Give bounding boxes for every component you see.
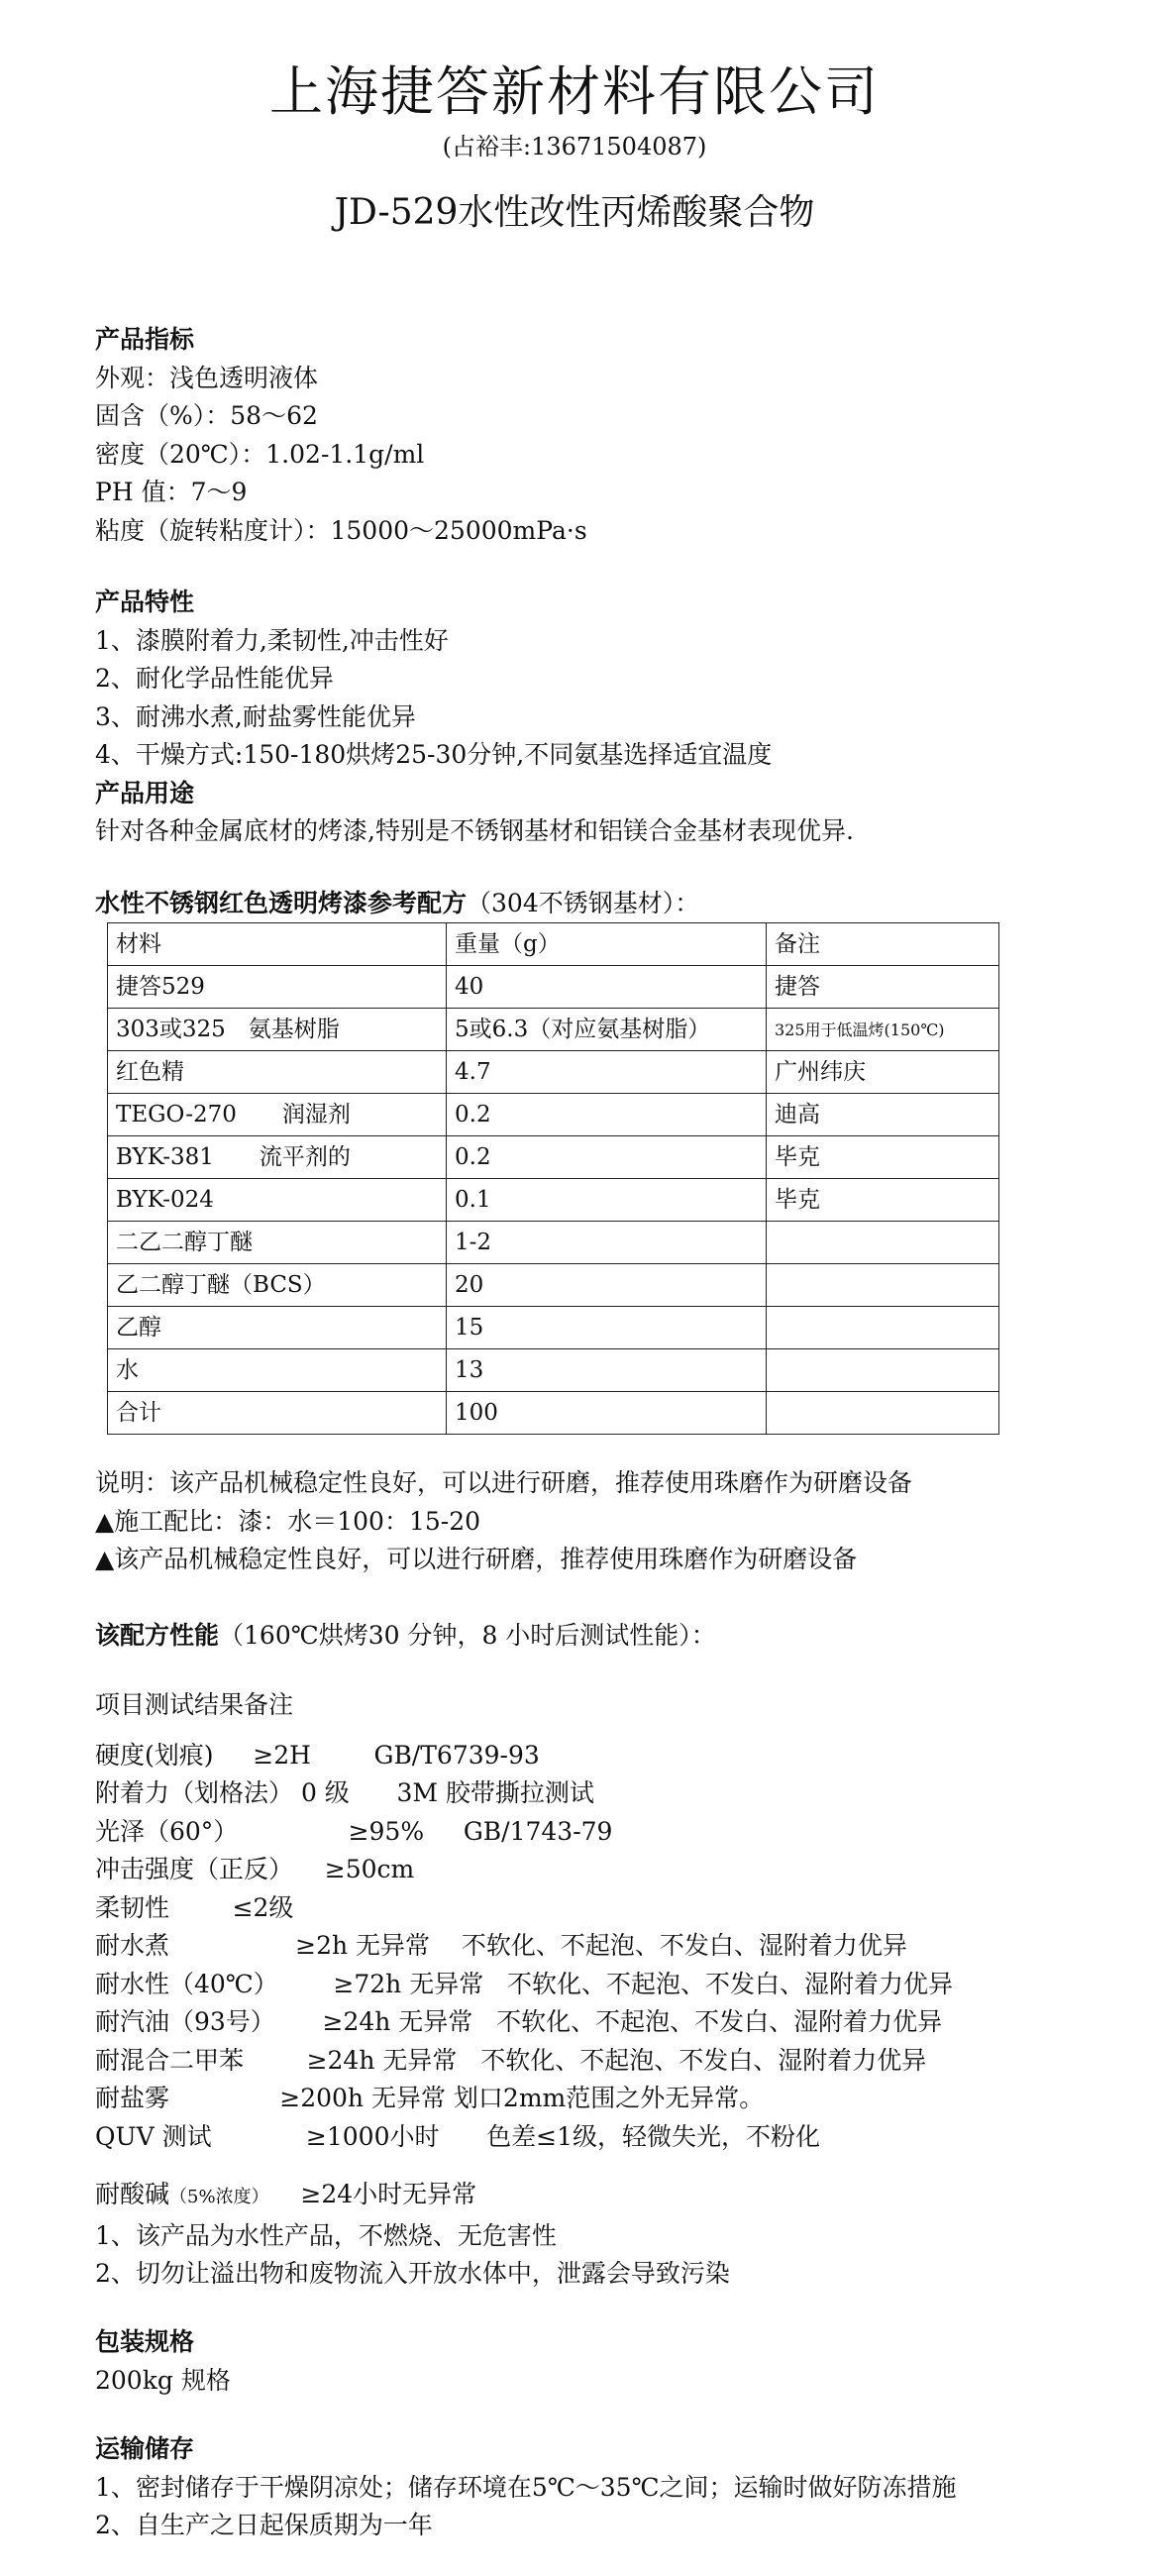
table-header-cell: 重量（g） (447, 923, 767, 966)
specs-section (95, 321, 1086, 550)
company-name: 上海捷答新材料有限公司 (269, 60, 880, 123)
product-title: JD-529水性改性丙烯酸聚合物 (334, 192, 815, 233)
spec-line: 密度（20℃）：1.02-1.1g/ml (95, 439, 425, 469)
table-row (108, 1136, 999, 1179)
table-row (108, 1307, 999, 1349)
performance-line: 硬度(划痕) ≥2H GB/T6739-93 (95, 1740, 540, 1770)
formula-note: ▲施工配比：漆：水＝100：15-20 (95, 1506, 481, 1536)
table-cell (767, 1222, 999, 1264)
table-cell: 1-2 (447, 1222, 767, 1264)
spec-line: 粘度（旋转粘度计）：15000～25000mPa·s (95, 515, 587, 545)
spec-line: 固含（%）：58～62 (95, 401, 318, 430)
acid-value: ≥24小时无异常 (300, 2180, 477, 2208)
features-section (95, 584, 1086, 851)
acid-note: （5%浓度） (169, 2187, 269, 2207)
feature-line: 1、漆膜附着力,柔韧性,冲击性好 (95, 625, 449, 655)
performance-line: 柔韧性 ≤2级 (95, 1892, 294, 1922)
table-cell: BYK-381 流平剂的 (108, 1136, 447, 1179)
performance-line: QUV 测试 ≥1000小时 色差≤1级，轻微失光，不粉化 (95, 2121, 821, 2151)
table-cell: 0.2 (447, 1094, 767, 1136)
table-cell (767, 1307, 999, 1349)
table-cell: 0.2 (447, 1136, 767, 1179)
formula-table (107, 922, 999, 1435)
table-cell: 水 (108, 1349, 447, 1392)
feature-line: 2、耐化学品性能优异 (95, 664, 334, 693)
table-cell: 毕克 (767, 1136, 999, 1179)
table-cell: 迪高 (767, 1094, 999, 1136)
formula-note: 说明：该产品机械稳定性良好，可以进行研磨，推荐使用珠磨作为研磨设备 (95, 1468, 913, 1497)
performance-heading: 该配方性能 (95, 1621, 220, 1650)
table-cell (767, 1392, 999, 1435)
table-row (108, 1179, 999, 1222)
table-cell: 毕克 (767, 1179, 999, 1222)
table-cell (767, 1264, 999, 1307)
table-cell: 13 (447, 1349, 767, 1392)
table-cell: 303或325 氨基树脂 (108, 1009, 447, 1051)
table-cell (767, 1349, 999, 1392)
table-row (108, 1051, 999, 1094)
table-cell: 二乙二醇丁醚 (108, 1222, 447, 1264)
storage-heading: 运输储存 (95, 2434, 195, 2463)
safety-line: 2、切勿让溢出物和废物流入开放水体中，泄露会导致污染 (95, 2259, 730, 2288)
performance-heading-note: （160℃烘烤30 分钟，8 小时后测试性能）： (219, 1621, 716, 1650)
specs-heading: 产品指标 (95, 325, 195, 354)
table-row (108, 1094, 999, 1136)
spec-line: 外观：浅色透明液体 (95, 363, 319, 392)
table-row (108, 1264, 999, 1307)
table-cell: 0.1 (447, 1179, 767, 1222)
performance-line: 耐水性（40℃） ≥72h 无异常 不软化、不起泡、不发白、湿附着力优异 (95, 1969, 954, 1998)
table-cell: 合计 (108, 1392, 447, 1435)
table-cell: 乙二醇丁醚（BCS） (108, 1264, 447, 1307)
table-row (108, 1392, 999, 1435)
feature-line: 4、干燥方式:150-180烘烤25-30分钟,不同氨基选择适宜温度 (95, 740, 773, 769)
table-cell: 乙醇 (108, 1307, 447, 1349)
storage-line: 2、自生产之日起保质期为一年 (95, 2511, 433, 2539)
performance-heading-row (95, 1617, 1086, 1656)
storage-section (95, 2430, 1145, 2545)
feature-line: 3、耐沸水煮,耐盐雾性能优异 (95, 701, 416, 731)
acid-label: 耐酸碱 (95, 2180, 170, 2208)
table-header-cell: 材料 (108, 923, 447, 966)
table-cell: 15 (447, 1307, 767, 1349)
table-cell: 325用于低温烤(150℃) (767, 1009, 999, 1051)
usage-text: 针对各种金属底材的烤漆,特别是不锈钢基材和铝镁合金基材表现优异. (95, 816, 854, 845)
performance-columns: 项目测试结果备注 (95, 1690, 294, 1719)
formula-note: ▲该产品机械稳定性良好，可以进行研磨，推荐使用珠磨作为研磨设备 (95, 1545, 858, 1573)
safety-line: 1、该产品为水性产品，不燃烧、无危害性 (95, 2220, 557, 2250)
table-header-cell: 备注 (767, 923, 999, 966)
table-cell: 捷答529 (108, 966, 447, 1009)
performance-line: 冲击强度（正反） ≥50cm (95, 1855, 415, 1883)
spec-line: PH 值：7～9 (95, 478, 248, 506)
table-cell: 红色精 (108, 1051, 447, 1094)
performance-section (95, 1686, 1145, 2294)
table-cell: 捷答 (767, 966, 999, 1009)
table-cell: 5或6.3（对应氨基树脂） (447, 1009, 767, 1051)
performance-line: 耐盐雾 ≥200h 无异常 划口2mm范围之外无异常。 (95, 2084, 765, 2112)
performance-line: 耐水煮 ≥2h 无异常 不软化、不起泡、不发白、湿附着力优异 (95, 1931, 907, 1960)
acid-resistance-line (95, 2176, 1145, 2217)
table-cell: 100 (447, 1392, 767, 1435)
table-cell: 广州纬庆 (767, 1051, 999, 1094)
features-heading: 产品特性 (95, 588, 195, 616)
performance-line: 耐混合二甲苯 ≥24h 无异常 不软化、不起泡、不发白、湿附着力优异 (95, 2045, 927, 2075)
table-row (108, 1349, 999, 1392)
table-cell: 40 (447, 966, 767, 1009)
formula-heading-note: （304不锈钢基材）： (467, 889, 700, 917)
formula-heading: 水性不锈钢红色透明烤漆参考配方 (95, 889, 468, 917)
contact-info: (占裕丰:13671504087) (442, 133, 707, 161)
table-cell: TEGO-270 润湿剂 (108, 1094, 447, 1136)
table-header-row (108, 923, 999, 966)
performance-line: 附着力（划格法） 0 级 3M 胶带撕拉测试 (95, 1778, 594, 1807)
packaging-section (95, 2323, 1086, 2400)
performance-line: 光泽（60°） ≥95% GB/1743-79 (95, 1816, 613, 1846)
table-row (108, 1009, 999, 1051)
formula-heading-row (95, 885, 1086, 923)
storage-line: 1、密封储存于干燥阴凉处；储存环境在5℃～35℃之间；运输时做好防冻措施 (95, 2472, 957, 2502)
table-row (108, 966, 999, 1009)
usage-heading: 产品用途 (95, 778, 195, 807)
table-cell: 20 (447, 1264, 767, 1307)
performance-line: 耐汽油（93号） ≥24h 无异常 不软化、不起泡、不发白、湿附着力优异 (95, 2007, 943, 2036)
table-row (108, 1222, 999, 1264)
packaging-text: 200kg 规格 (95, 2365, 231, 2395)
formula-notes (95, 1464, 1145, 1579)
table-cell: 4.7 (447, 1051, 767, 1094)
table-cell: BYK-024 (108, 1179, 447, 1222)
packaging-heading: 包装规格 (95, 2327, 195, 2356)
